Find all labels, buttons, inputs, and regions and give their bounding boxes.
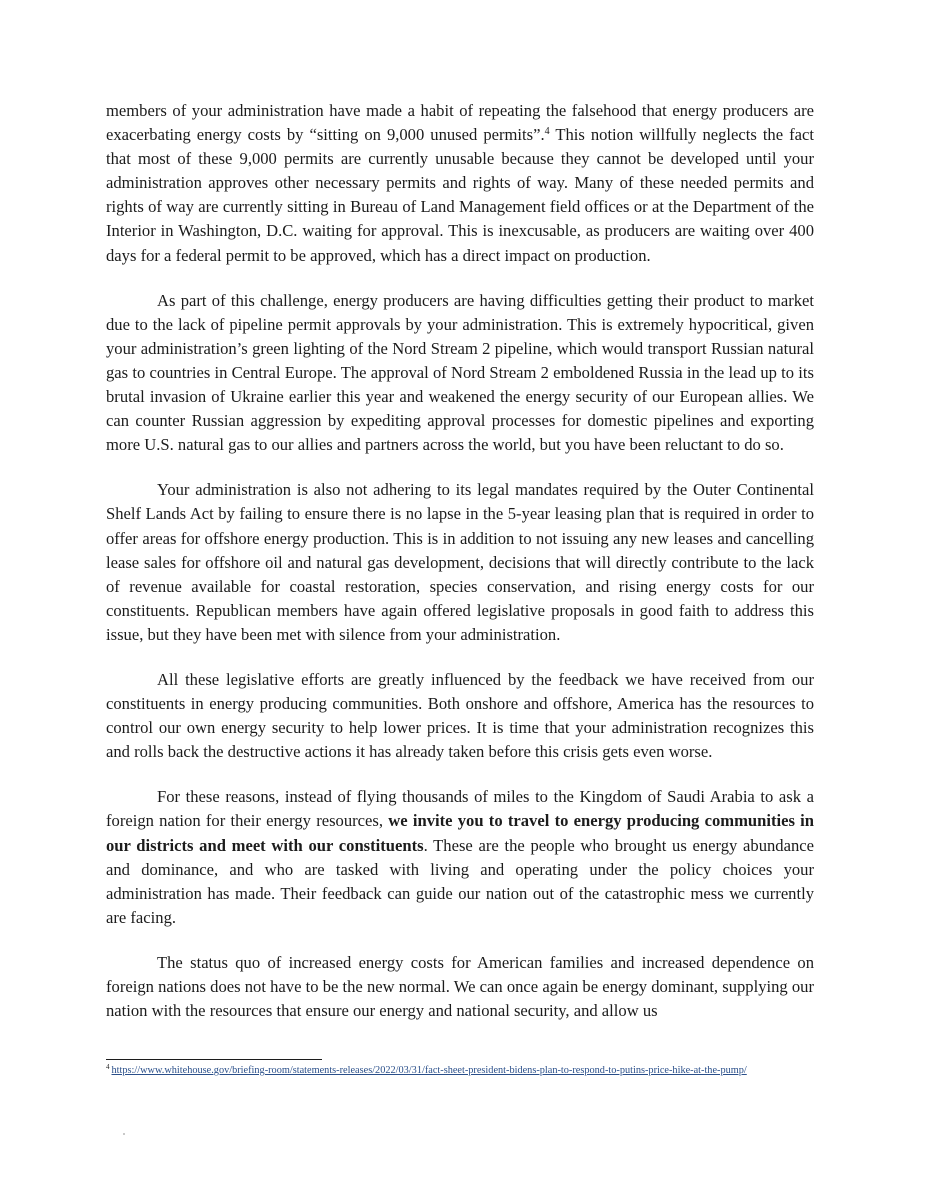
footnote-ref-4[interactable]: 4 [544, 126, 550, 138]
paragraph-5-text-b: . These are the people who brought us energy abundance and dominance, and who are tasked with living and operating under the policy choices your administration has made. Their feedback can guide our nation out of the catastrophic mess we currently are facing. [106, 835, 814, 927]
invitation-emphasis: we invite you to travel to energy producing communities in our districts and meet with our constituents [106, 811, 814, 855]
paragraph-6: The status quo of increased energy costs for American families and increased dependence on foreign nations does not have to be the new normal. We can once again be energy dominant, supplying our nation with the resources that ensure our energy and national security, and allow us [106, 952, 814, 1021]
paragraph-1-text-a: members of your administration have made a habit of repeating the falsehood that energy producers are exacerbating energy costs by “sitting on 9,000 unused permits”. [106, 101, 814, 145]
footnote-divider [106, 1059, 322, 1060]
letter-body [106, 99, 814, 1023]
footnote-link[interactable]: https://www.whitehouse.gov/briefing-room/statements-releases/2022/03/31/fact-sheet-president-bidens-plan-to-respond-to-putins-price-hike-at-the-pump/ [111, 1065, 747, 1076]
scan-speck [123, 1133, 125, 1135]
footnote-number: 4 [106, 1063, 110, 1071]
footnote [106, 1064, 818, 1078]
paragraph-3: Your administration is also not adhering to its legal mandates required by the Outer Continental Shelf Lands Act by failing to ensure there is no lapse in the 5-year leasing plan that is required in order to offer areas for offshore energy production. This is in addition to not issuing any new leases and cancelling lease sales for offshore oil and natural gas development, decisions that will directly contribute to the lack of revenue available for coastal restoration, species conservation, and rising energy costs for our constituents. Republican members have again offered legislative proposals in good faith to address this issue, but they have been met with silence from your administration. [106, 480, 814, 644]
paragraph-4: All these legislative efforts are greatly influenced by the feedback we have received from our constituents in energy producing communities. Both onshore and offshore, America has the resources to control our own energy security to help lower prices. It is time that your administration recognizes this and rolls back the destructive actions it has already taken before this crisis gets even worse. [106, 669, 814, 762]
paragraph-2: As part of this challenge, energy producers are having difficulties getting their product to market due to the lack of pipeline permit approvals by your administration. This is extremely hypocritical, given your administration’s green lighting of the Nord Stream 2 pipeline, which would transport Russian natural gas to countries in Central Europe. The approval of Nord Stream 2 emboldened Russia in the lead up to its brutal invasion of Ukraine earlier this year and weakened the energy security of our European allies. We can counter Russian aggression by expediting approval processes for domestic pipelines and exporting more U.S. natural gas to our allies and partners across the world, but you have been reluctant to do so. [106, 290, 814, 455]
paragraph-5 [106, 785, 814, 930]
paragraph-1-text-b: This notion willfully neglects the fact that most of these 9,000 permits are currently unusable because they cannot be developed until your administration approves other necessary permits and rights of way. Many of these needed permits and rights of way are currently sitting in Bureau of Land Management field offices or at the Department of the Interior in Washington, D.C. waiting for approval. This is inexcusable, as producers are waiting over 400 days for a federal permit to be approved, which has a direct impact on production. [106, 125, 814, 265]
paragraph-1 [106, 99, 814, 268]
paragraph-5-text-a: For these reasons, instead of flying thousands of miles to the Kingdom of Saudi Arabia to ask a foreign nation for their energy resources, [106, 787, 814, 831]
